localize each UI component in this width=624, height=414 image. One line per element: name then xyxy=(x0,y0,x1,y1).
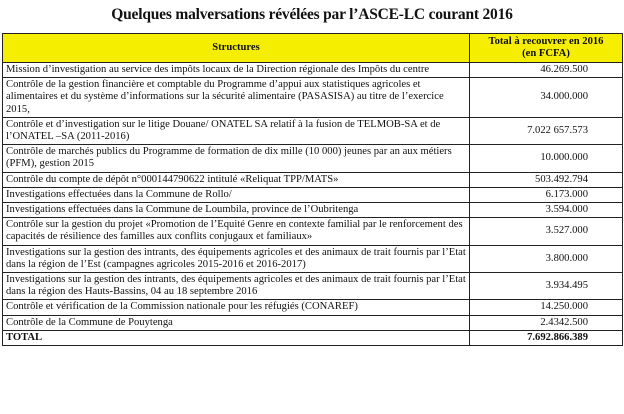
table-row xyxy=(3,203,623,218)
malversations-table xyxy=(2,33,623,346)
row-structure: Contrôle et d’investigation sur le litige Douane/ ONATEL SA relatif à la fusion de TELMOB-SA et de l’ONATEL –SA (2011-2016) xyxy=(3,117,470,144)
table-row xyxy=(3,273,623,300)
table-row xyxy=(3,187,623,202)
table-row xyxy=(3,218,623,245)
table-row xyxy=(3,315,623,330)
row-amount: 34.000.000 xyxy=(470,78,623,118)
row-structure: Investigations sur la gestion des intrants, des équipements agricoles et des animaux de trait fournis par l’Etat dans la région de l’Est (campagnes agricoles 2015-2016 et 2016-2017) xyxy=(3,245,470,272)
table-row xyxy=(3,145,623,172)
total-row xyxy=(3,330,623,345)
row-amount: 3.800.000 xyxy=(470,245,623,272)
row-amount: 2.4342.500 xyxy=(470,315,623,330)
table-header-row xyxy=(3,34,623,63)
row-structure: Investigations effectuées dans la Commune de Rollo/ xyxy=(3,187,470,202)
row-structure: Contrôle de la gestion financière et comptable du Programme d’appui aux statistiques agricoles et alimentaires et du système d’informations sur la sécurité alimentaire (PASASISA) au titre de l’exercice 2015, xyxy=(3,78,470,118)
table-row xyxy=(3,172,623,187)
row-structure: Contrôle sur la gestion du projet «Promotion de l’Equité Genre en contexte familial par le renforcement des capacités de résilience des familles aux conflits conjugaux et familiaux» xyxy=(3,218,470,245)
row-amount: 7.022 657.573 xyxy=(470,117,623,144)
total-label: TOTAL xyxy=(3,330,470,345)
table-row xyxy=(3,78,623,118)
table-row xyxy=(3,300,623,315)
row-structure: Contrôle de marchés publics du Programme de formation de dix mille (10 000) jeunes par an aux métiers (PFM), gestion 2015 xyxy=(3,145,470,172)
column-header-total xyxy=(470,34,623,63)
row-structure: Contrôle et vérification de la Commission nationale pour les réfugiés (CONAREF) xyxy=(3,300,470,315)
row-amount: 3.527.000 xyxy=(470,218,623,245)
row-structure: Contrôle du compte de dépôt n°000144790622 intitulé «Reliquat TPP/MATS» xyxy=(3,172,470,187)
row-structure: Contrôle de la Commune de Pouytenga xyxy=(3,315,470,330)
table-body xyxy=(3,63,623,346)
row-amount: 3.594.000 xyxy=(470,203,623,218)
column-header-total-label: Total à recouvrer en 2016 (en FCFA) xyxy=(488,35,604,59)
column-header-structures: Structures xyxy=(3,34,470,63)
row-amount: 46.269.500 xyxy=(470,63,623,78)
row-amount: 3.934.495 xyxy=(470,273,623,300)
page-title: Quelques malversations révélées par l’ASCE-LC courant 2016 xyxy=(111,6,513,23)
row-structure: Mission d’investigation au service des impôts locaux de la Direction régionale des Impôts du centre xyxy=(3,63,470,78)
row-amount: 14.250.000 xyxy=(470,300,623,315)
table-row xyxy=(3,245,623,272)
table-row xyxy=(3,117,623,144)
table-row xyxy=(3,63,623,78)
row-amount: 10.000.000 xyxy=(470,145,623,172)
row-structure: Investigations effectuées dans la Commune de Loumbila, province de l’Oubritenga xyxy=(3,203,470,218)
row-structure: Investigations sur la gestion des intrants, des équipements agricoles et des animaux de trait fournis par l’Etat dans la région des Hauts-Bassins, 04 au 18 septembre 2016 xyxy=(3,273,470,300)
total-amount: 7.692.866.389 xyxy=(470,330,623,345)
row-amount: 503.492.794 xyxy=(470,172,623,187)
row-amount: 6.173.000 xyxy=(470,187,623,202)
